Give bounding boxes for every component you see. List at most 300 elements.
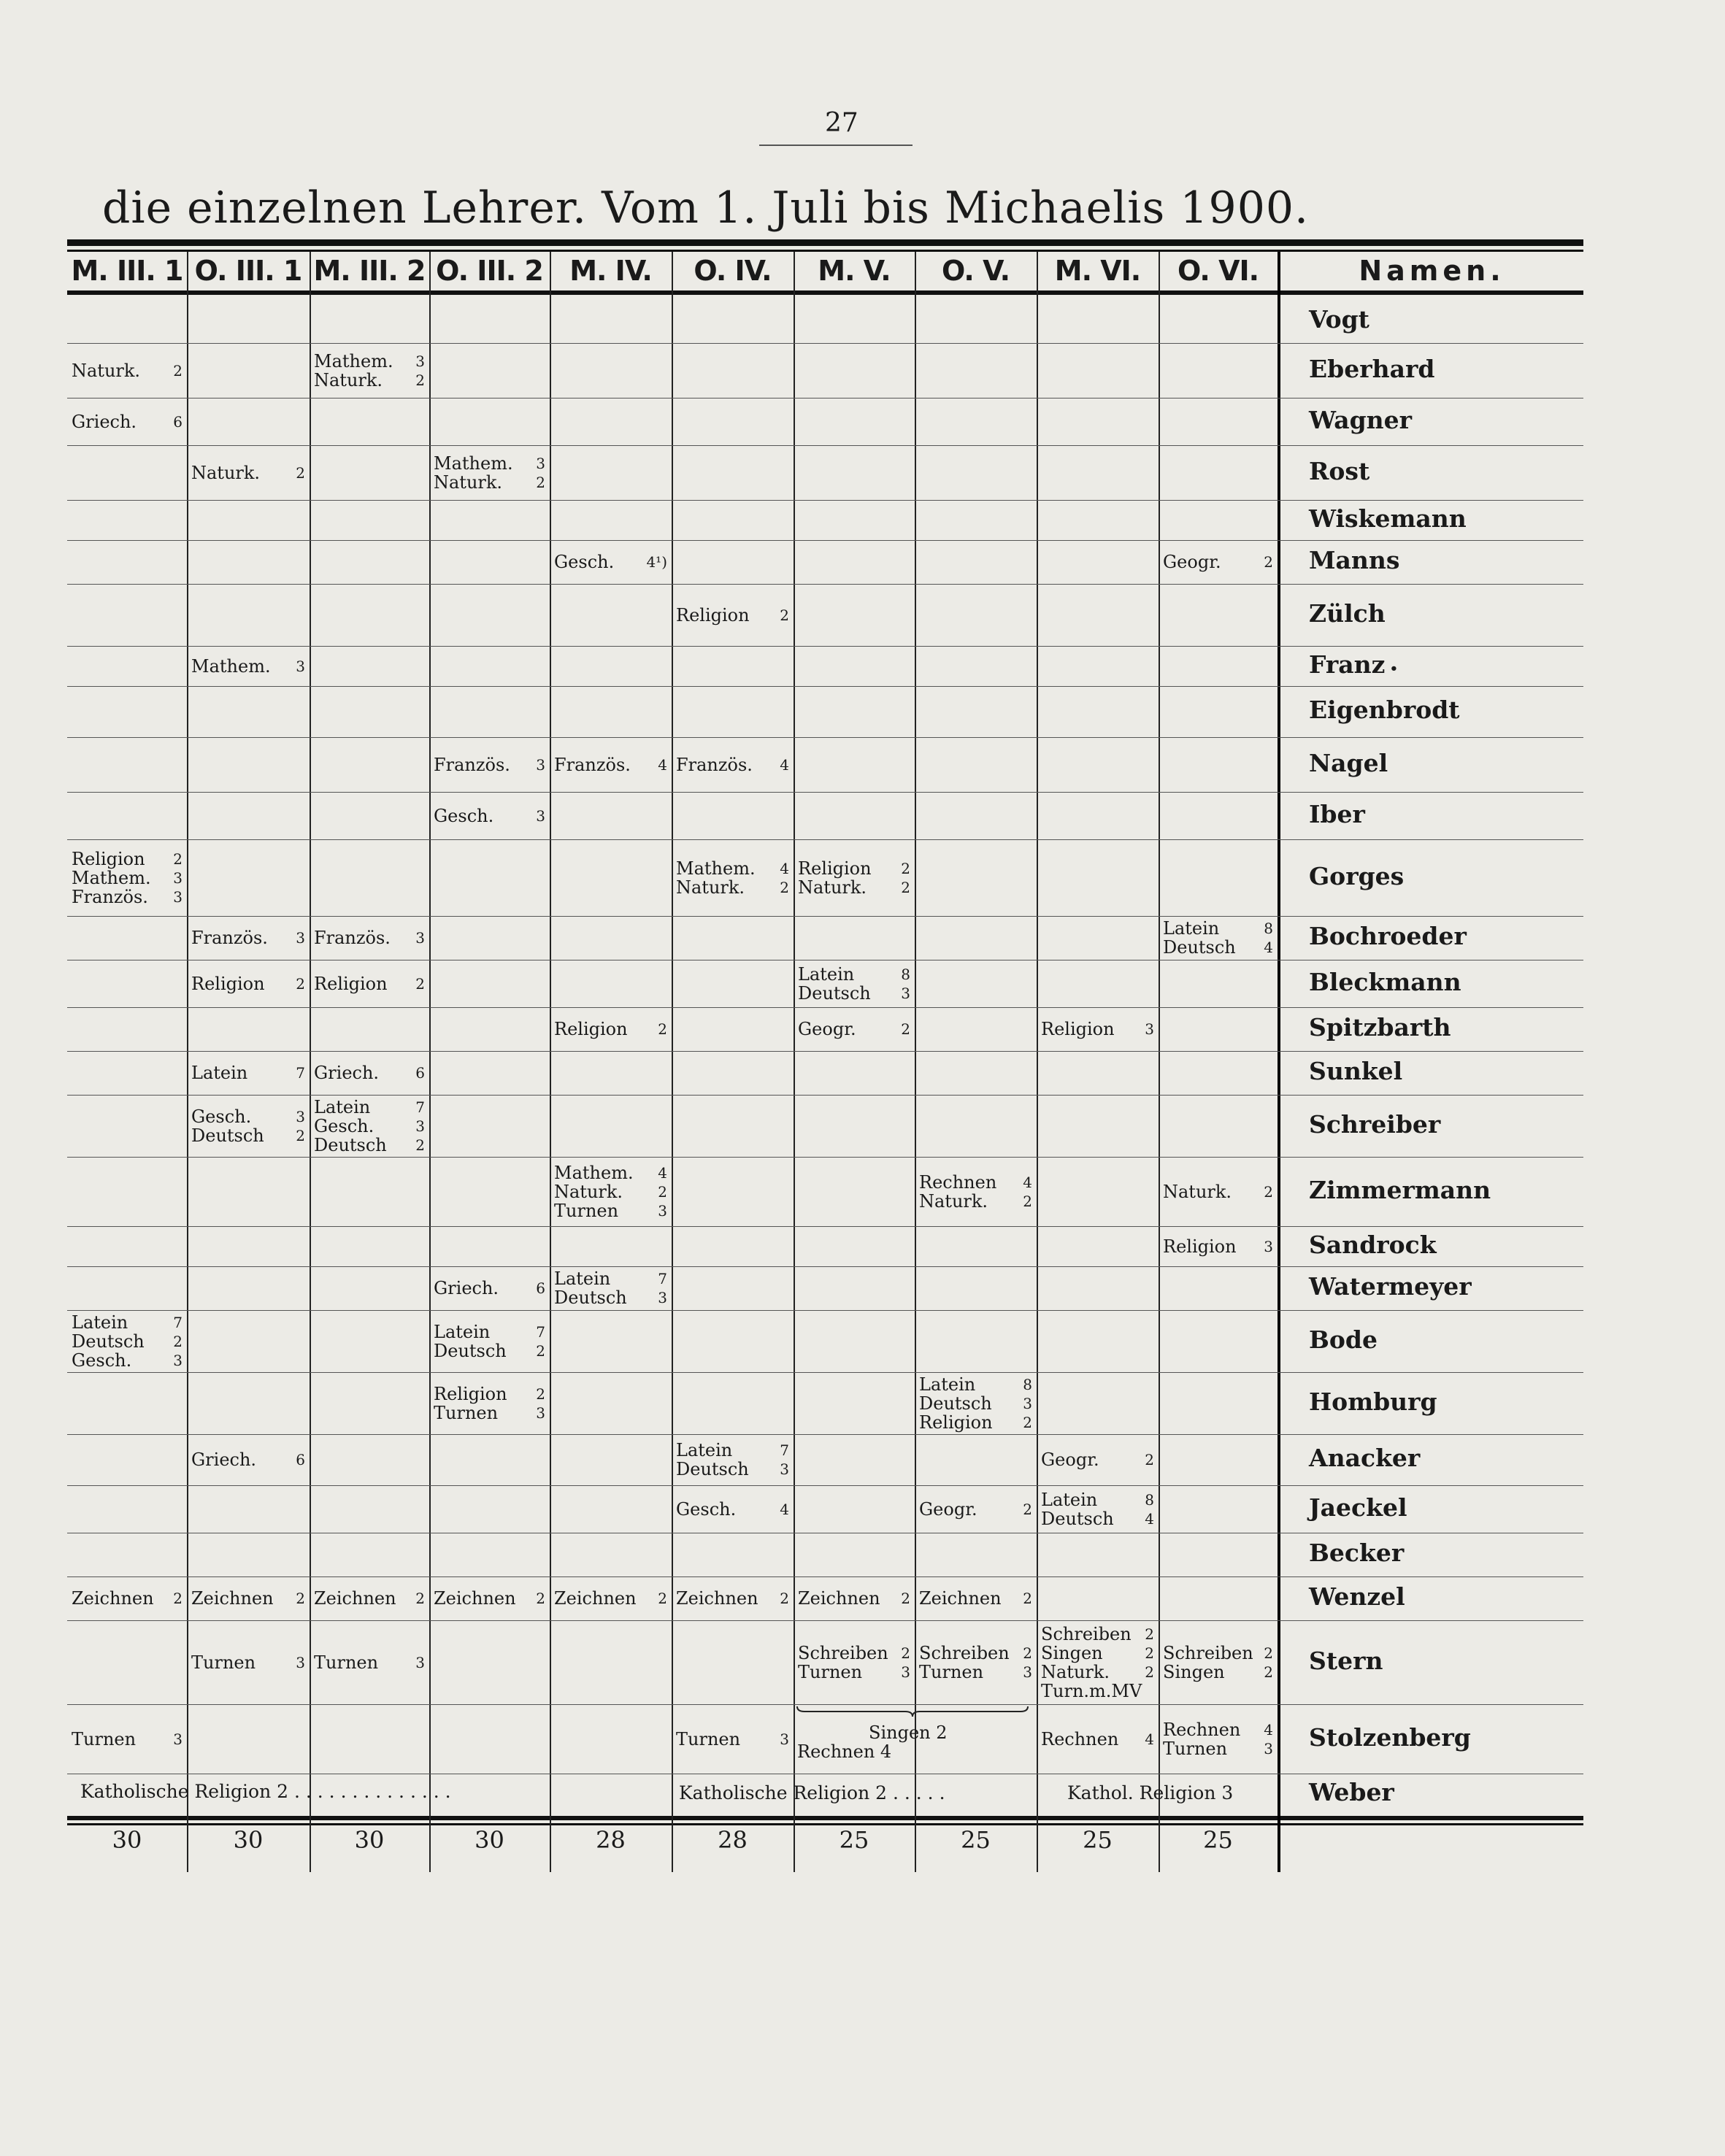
col-header: M. IV. xyxy=(569,255,652,287)
subject-hours: 2 xyxy=(901,1020,910,1038)
teacher-name: Homburg xyxy=(1309,1387,1437,1416)
row-divider xyxy=(67,646,1583,647)
subject-hours: 3 xyxy=(1145,1020,1154,1038)
subject-cell xyxy=(919,1375,1032,1432)
subject-cell xyxy=(434,1589,545,1608)
subject-hours: 4 xyxy=(1264,1720,1273,1739)
subject-cell xyxy=(798,965,910,1003)
teacher-name: Eigenbrodt xyxy=(1309,696,1460,724)
col-header: M. VI. xyxy=(1054,255,1141,287)
subject-cell xyxy=(434,806,545,825)
subject-cell xyxy=(676,1589,789,1608)
subject-cell xyxy=(314,1063,425,1082)
weber-span-a: Katholische Religion 2 . . . . . . . . . . . . . . xyxy=(80,1781,451,1802)
subject-hours: 3 xyxy=(1264,1237,1273,1255)
subject-cell xyxy=(72,412,183,431)
stolzenberg-singen: Singen 2 xyxy=(869,1722,948,1743)
subject-hours: 7 xyxy=(780,1441,789,1459)
subject-label: Zeichnen xyxy=(676,1588,758,1609)
franz-mark: • xyxy=(1385,661,1399,677)
subject-label: Französ. xyxy=(434,754,510,775)
teacher-name: Zülch xyxy=(1309,598,1386,628)
subject-label: Französ. xyxy=(72,886,148,907)
subject-label: Französ. xyxy=(676,754,753,775)
weber-span-c: Kathol. Religion 3 xyxy=(1067,1782,1234,1803)
subject-cell xyxy=(191,657,305,676)
subject-label: Griech. xyxy=(434,1278,499,1298)
teacher-name: Nagel xyxy=(1309,748,1388,777)
subject-hours: 3 xyxy=(296,1653,305,1671)
subject-hours: 2 xyxy=(415,1590,425,1607)
subject-hours: 2 xyxy=(415,1136,425,1154)
row-divider xyxy=(67,1266,1583,1267)
subject-hours: 3 xyxy=(415,352,425,370)
subject-hours: 3 xyxy=(173,1730,183,1748)
row-divider xyxy=(67,1051,1583,1052)
subject-cell xyxy=(1163,919,1273,957)
subject-label: Latein xyxy=(434,1321,491,1342)
subject-label: Deutsch xyxy=(314,1134,387,1155)
subject-label: Zeichnen xyxy=(314,1588,396,1609)
subject-cell xyxy=(919,1589,1032,1608)
subject-hours: 4 xyxy=(1023,1173,1032,1191)
subject-label: Zeichnen xyxy=(798,1588,880,1609)
subject-hours: 3 xyxy=(536,1404,545,1422)
subject-cell xyxy=(191,1589,305,1608)
subject-hours: 4 xyxy=(780,1500,789,1518)
subject-hours: 2 xyxy=(658,1182,667,1201)
subject-cell xyxy=(314,1589,425,1608)
column-divider xyxy=(794,252,795,1872)
subject-hours: 2 xyxy=(415,371,425,389)
subject-hours: 2 xyxy=(1145,1625,1154,1643)
subject-label: Griech. xyxy=(72,411,137,432)
subject-hours: 3 xyxy=(1023,1394,1032,1412)
teacher-name: Watermeyer xyxy=(1309,1272,1472,1301)
subject-hours: 2 xyxy=(173,1590,183,1607)
subject-cell xyxy=(1041,1490,1154,1528)
teacher-name: Rost xyxy=(1309,456,1370,485)
subject-hours: 3 xyxy=(296,1107,305,1125)
subject-hours: 3 xyxy=(536,755,545,774)
row-divider xyxy=(67,1226,1583,1227)
subject-label: Turnen xyxy=(554,1200,619,1221)
subject-hours: 3 xyxy=(1023,1663,1032,1681)
subject-label: Geogr. xyxy=(1163,552,1221,572)
subject-label: Naturk. xyxy=(919,1190,988,1212)
subject-label: Französ. xyxy=(314,928,391,948)
row-divider xyxy=(67,584,1583,585)
subject-hours: 2 xyxy=(296,1590,305,1607)
subject-hours: 3 xyxy=(173,1351,183,1369)
stolzenberg-rechnen: Rechnen 4 xyxy=(797,1741,892,1762)
teacher-name: Wagner xyxy=(1309,405,1413,434)
subject-label: Singen xyxy=(1163,1661,1225,1682)
teacher-name: Gorges xyxy=(1309,861,1405,890)
subject-label: Naturk. xyxy=(1041,1661,1110,1682)
row-divider xyxy=(67,500,1583,501)
subject-label: Turnen xyxy=(72,1728,137,1749)
row-divider xyxy=(67,445,1583,446)
subject-label: Turnen xyxy=(191,1652,256,1673)
subject-cell xyxy=(434,755,545,774)
subject-label: Zeichnen xyxy=(554,1588,637,1609)
subject-cell xyxy=(1163,1182,1273,1201)
subject-label: Naturk. xyxy=(191,462,261,483)
row-divider xyxy=(67,916,1583,917)
subject-hours: 4 xyxy=(780,859,789,877)
column-total: 25 xyxy=(1083,1826,1113,1854)
subject-label: Deutsch xyxy=(434,1340,507,1361)
subject-cell xyxy=(314,928,425,947)
subject-hours: 7 xyxy=(415,1098,425,1116)
subject-label: Mathem. xyxy=(554,1162,634,1183)
subject-label: Schreiben xyxy=(1163,1642,1253,1663)
subject-cell xyxy=(1041,1625,1154,1701)
subject-hours: 2 xyxy=(780,878,789,896)
teacher-name: Zimmermann xyxy=(1309,1175,1491,1204)
subject-label: Turnen xyxy=(434,1402,499,1423)
teacher-name: Wiskemann xyxy=(1309,504,1467,533)
subject-cell xyxy=(72,850,183,906)
subject-cell xyxy=(1163,1237,1273,1256)
subject-hours: 8 xyxy=(1145,1490,1154,1509)
teacher-name: Eberhard xyxy=(1309,354,1435,383)
subject-hours: 2 xyxy=(901,859,910,877)
row-divider xyxy=(67,1620,1583,1621)
subject-hours: 6 xyxy=(173,412,183,431)
column-total: 28 xyxy=(596,1826,626,1854)
col-header: O. VI. xyxy=(1177,255,1259,287)
col-header: O. III. 2 xyxy=(436,255,543,287)
subject-label: Deutsch xyxy=(554,1287,627,1308)
column-total: 28 xyxy=(718,1826,748,1854)
row-divider xyxy=(67,1095,1583,1096)
column-divider xyxy=(187,252,188,1872)
subject-hours: 2 xyxy=(1023,1644,1032,1662)
subject-label: Turn.m.MV xyxy=(1041,1680,1142,1701)
subject-label: Geogr. xyxy=(919,1498,977,1520)
subject-cell xyxy=(191,463,305,482)
teacher-name: Vogt xyxy=(1309,305,1369,334)
subject-cell xyxy=(434,454,545,492)
subject-cell xyxy=(191,1063,305,1082)
row-divider xyxy=(67,737,1583,738)
subject-label: Deutsch xyxy=(1163,937,1236,958)
subject-hours: 2 xyxy=(780,1590,789,1607)
subject-label: Turnen xyxy=(798,1661,863,1682)
subject-label: Mathem. xyxy=(676,858,756,879)
subject-cell xyxy=(191,928,305,947)
subject-hours: 8 xyxy=(1023,1375,1032,1393)
column-total: 30 xyxy=(475,1826,504,1854)
subject-label: Latein xyxy=(314,1096,371,1117)
subject-hours: 3 xyxy=(658,1201,667,1220)
subject-hours: 7 xyxy=(173,1313,183,1331)
page-heading: die einzelnen Lehrer. Vom 1. Juli bis Michaelis 1900. xyxy=(102,182,1310,234)
subject-hours: 2 xyxy=(901,878,910,896)
subject-label: Schreiben xyxy=(1041,1623,1132,1644)
subject-hours: 3 xyxy=(173,888,183,906)
subject-cell xyxy=(676,1441,789,1479)
row-divider xyxy=(67,1157,1583,1158)
subject-cell xyxy=(1163,1644,1273,1682)
subject-hours: 2 xyxy=(1264,1663,1273,1681)
row-divider xyxy=(67,343,1583,344)
teacher-name: Bleckmann xyxy=(1309,967,1461,996)
bottom-rule-thin xyxy=(67,1823,1583,1825)
subject-hours: 4 xyxy=(1264,939,1273,956)
subject-label: Mathem. xyxy=(72,867,151,888)
subject-hours: 7 xyxy=(658,1270,667,1287)
subject-label: Turnen xyxy=(314,1652,379,1673)
subject-hours: 6 xyxy=(536,1279,545,1297)
subject-hours: 2 xyxy=(1023,1500,1032,1518)
subject-hours: 2 xyxy=(1023,1590,1032,1607)
subject-label: Latein xyxy=(554,1268,611,1289)
subject-hours: 3 xyxy=(658,1289,667,1306)
subject-label: Turnen xyxy=(919,1661,984,1682)
subject-label: Naturk. xyxy=(72,360,141,381)
subject-cell xyxy=(1163,553,1273,571)
subject-hours: 4 xyxy=(658,1163,667,1182)
col-header: M. V. xyxy=(818,255,891,287)
subject-hours: 4 xyxy=(658,755,667,774)
subject-label: Rechnen xyxy=(919,1171,997,1193)
subject-label: Gesch. xyxy=(676,1498,737,1520)
subject-label: Naturk. xyxy=(676,877,745,898)
subject-label: Deutsch xyxy=(919,1393,992,1414)
subject-label: Naturk. xyxy=(798,877,867,898)
subject-label: Gesch. xyxy=(314,1115,374,1136)
row-divider xyxy=(67,1310,1583,1311)
subject-hours: 4 xyxy=(1145,1509,1154,1528)
subject-cell xyxy=(72,361,183,380)
subject-hours: 3 xyxy=(901,1663,910,1681)
names-divider xyxy=(1278,252,1280,1872)
subject-cell xyxy=(554,553,667,571)
page-number: 27 xyxy=(825,108,858,138)
subject-label: Schreiben xyxy=(919,1642,1010,1663)
subject-hours: 2 xyxy=(901,1590,910,1607)
column-divider xyxy=(429,252,431,1872)
subject-label: Religion xyxy=(1041,1019,1115,1039)
subject-hours: 2 xyxy=(1145,1451,1154,1468)
subject-hours: 2 xyxy=(296,974,305,993)
subject-hours: 4 xyxy=(780,755,789,774)
subject-label: Singen xyxy=(1041,1642,1103,1663)
teacher-name: Sunkel xyxy=(1309,1057,1403,1085)
teacher-name: Jaeckel xyxy=(1309,1493,1407,1522)
subject-label: Geogr. xyxy=(1041,1449,1099,1470)
subject-label: Rechnen xyxy=(1163,1719,1241,1740)
subject-label: Religion xyxy=(1163,1236,1237,1257)
subject-hours: 4 xyxy=(1145,1730,1154,1748)
subject-hours: 6 xyxy=(296,1451,305,1468)
subject-label: Religion xyxy=(554,1019,628,1039)
subject-hours: 2 xyxy=(296,463,305,482)
row-divider xyxy=(67,1372,1583,1373)
subject-hours: 6 xyxy=(415,1064,425,1082)
subject-hours: 3 xyxy=(536,806,545,825)
subject-label: Naturk. xyxy=(1163,1181,1232,1202)
subject-cell xyxy=(314,352,425,390)
subject-cell xyxy=(554,1163,667,1220)
column-divider xyxy=(672,252,673,1872)
subject-hours: 2 xyxy=(658,1020,667,1038)
subject-cell xyxy=(554,1269,667,1307)
subject-cell xyxy=(191,1653,305,1672)
teacher-name: Wenzel xyxy=(1309,1582,1405,1611)
col-header: M. III. 2 xyxy=(313,255,426,287)
weber-span-b: Katholische Religion 2 . . . . . xyxy=(679,1782,945,1803)
page-number-rule xyxy=(759,145,913,146)
subject-cell xyxy=(314,1098,425,1155)
subject-cell xyxy=(554,1589,667,1608)
subject-label: Schreiben xyxy=(798,1642,888,1663)
subject-label: Deutsch xyxy=(676,1459,749,1479)
subject-cell xyxy=(798,1020,910,1039)
subject-label: Deutsch xyxy=(798,982,871,1004)
subject-label: Latein xyxy=(1041,1489,1098,1510)
subject-hours: 8 xyxy=(901,965,910,983)
subject-cell xyxy=(434,1323,545,1360)
subject-cell xyxy=(919,1173,1032,1211)
column-total: 30 xyxy=(233,1826,264,1854)
subject-hours: 3 xyxy=(780,1460,789,1478)
subject-hours: 3 xyxy=(415,1653,425,1671)
column-divider xyxy=(550,252,551,1872)
column-divider xyxy=(310,252,311,1872)
subject-label: Zeichnen xyxy=(434,1588,516,1609)
subject-cell xyxy=(434,1385,545,1422)
subject-hours: 3 xyxy=(415,929,425,947)
subject-hours: 3 xyxy=(415,1117,425,1135)
subject-cell xyxy=(1041,1450,1154,1469)
subject-cell xyxy=(1163,1720,1273,1758)
subject-hours: 2 xyxy=(1145,1663,1154,1681)
subject-label: Gesch. xyxy=(434,805,494,826)
subject-cell xyxy=(191,1107,305,1145)
subject-cell xyxy=(554,755,667,774)
column-total: 25 xyxy=(961,1826,991,1854)
subject-cell xyxy=(1041,1020,1154,1039)
subject-hours: 2 xyxy=(901,1644,910,1662)
subject-label: Mathem. xyxy=(314,350,393,371)
teacher-name: Schreiber xyxy=(1309,1109,1441,1139)
subject-label: Religion xyxy=(434,1383,507,1404)
subject-cell xyxy=(676,859,789,897)
subject-label: Französ. xyxy=(191,928,268,948)
subject-label: Latein xyxy=(676,1440,733,1460)
teacher-name: Stern xyxy=(1309,1646,1383,1675)
shared-brace xyxy=(796,1705,1029,1718)
subject-hours: 3 xyxy=(536,454,545,472)
subject-cell xyxy=(798,1589,910,1608)
subject-cell xyxy=(191,974,305,993)
subject-cell xyxy=(554,1020,667,1039)
subject-cell xyxy=(676,1730,789,1749)
subject-label: Griech. xyxy=(314,1063,380,1083)
row-divider xyxy=(67,540,1583,541)
subject-label: Religion xyxy=(72,848,145,869)
subject-label: Mathem. xyxy=(434,453,513,474)
teacher-name: Weber xyxy=(1309,1777,1394,1806)
subject-cell xyxy=(798,859,910,897)
subject-hours: 4¹) xyxy=(646,553,667,571)
subject-hours: 2 xyxy=(1145,1644,1154,1662)
subject-cell xyxy=(72,1730,183,1749)
row-divider xyxy=(67,792,1583,793)
subject-label: Deutsch xyxy=(191,1125,264,1146)
subject-cell xyxy=(1041,1730,1154,1749)
subject-hours: 2 xyxy=(658,1590,667,1607)
subject-hours: 3 xyxy=(173,869,183,887)
subject-label: Latein xyxy=(191,1063,248,1083)
subject-hours: 2 xyxy=(536,473,545,491)
row-divider xyxy=(67,1485,1583,1486)
subject-hours: 2 xyxy=(173,361,183,380)
column-divider xyxy=(1037,252,1038,1872)
subject-hours: 2 xyxy=(780,606,789,624)
teacher-name: Becker xyxy=(1309,1539,1405,1567)
subject-label: Französ. xyxy=(554,754,631,775)
subject-label: Turnen xyxy=(676,1728,741,1749)
row-divider xyxy=(67,1434,1583,1435)
subject-hours: 2 xyxy=(173,1332,183,1350)
row-divider xyxy=(67,839,1583,840)
subject-cell xyxy=(434,1279,545,1298)
column-divider xyxy=(1159,252,1160,1872)
subject-label: Deutsch xyxy=(1041,1508,1114,1529)
subject-hours: 2 xyxy=(296,1126,305,1144)
subject-label: Naturk. xyxy=(554,1181,623,1202)
subject-label: Latein xyxy=(798,963,855,985)
subject-cell xyxy=(72,1589,183,1608)
subject-cell xyxy=(798,1644,910,1682)
subject-hours: 8 xyxy=(1264,920,1273,937)
bottom-rule xyxy=(67,1816,1583,1820)
subject-label: Griech. xyxy=(191,1449,257,1470)
subject-label: Religion xyxy=(191,973,265,994)
subject-hours: 3 xyxy=(780,1730,789,1748)
subject-label: Turnen xyxy=(1163,1738,1228,1759)
teacher-name: Bode xyxy=(1309,1325,1378,1354)
subject-label: Mathem. xyxy=(191,655,271,677)
header-bottom-rule xyxy=(67,290,1583,295)
subject-label: Geogr. xyxy=(798,1019,856,1039)
subject-cell xyxy=(72,1313,183,1370)
subject-label: Zeichnen xyxy=(919,1588,1002,1609)
subject-label: Rechnen xyxy=(1041,1728,1119,1749)
subject-label: Deutsch xyxy=(72,1331,145,1352)
subject-cell xyxy=(314,1653,425,1672)
top-rule xyxy=(67,239,1583,246)
subject-hours: 3 xyxy=(296,929,305,947)
subject-label: Naturk. xyxy=(434,471,503,493)
subject-label: Religion xyxy=(919,1412,993,1433)
subject-cell xyxy=(676,606,789,625)
subject-cell xyxy=(676,755,789,774)
teacher-name: Manns xyxy=(1309,546,1400,574)
subject-cell xyxy=(919,1644,1032,1682)
subject-hours: 2 xyxy=(1264,553,1273,571)
subject-label: Religion xyxy=(798,858,872,879)
subject-label: Gesch. xyxy=(72,1350,132,1371)
subject-cell xyxy=(919,1500,1032,1519)
row-divider xyxy=(67,398,1583,399)
subject-hours: 2 xyxy=(536,1385,545,1403)
